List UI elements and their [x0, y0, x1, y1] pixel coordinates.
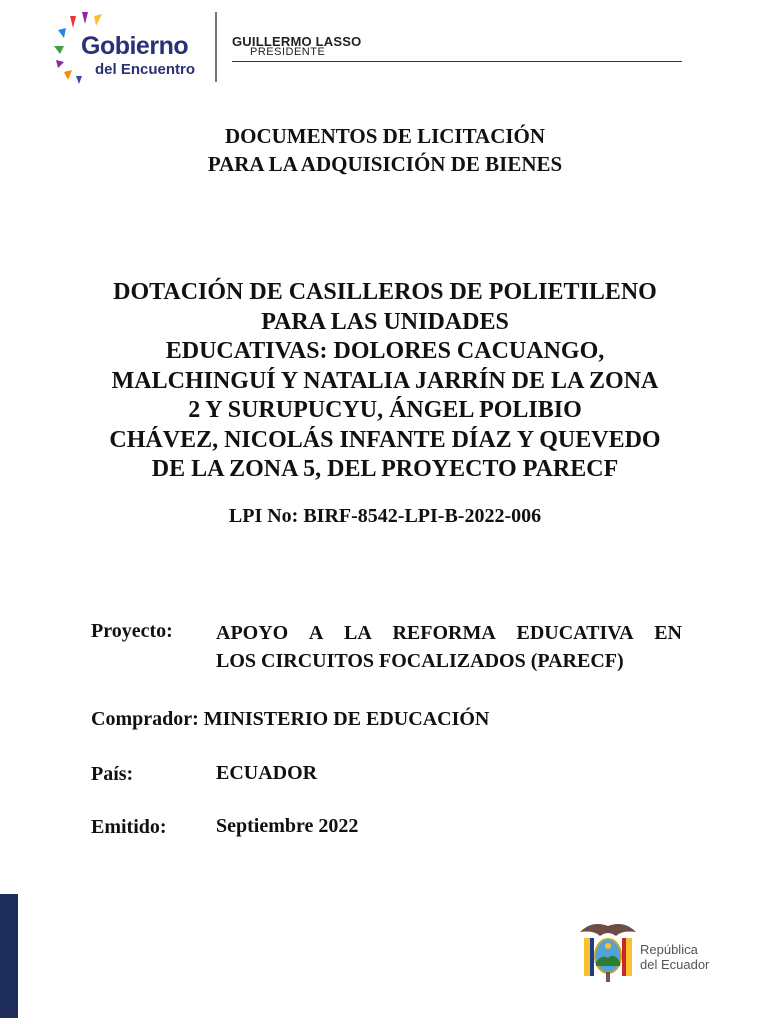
title-line: DE LA ZONA 5, DEL PROYECTO PARECF [151, 456, 619, 482]
coat-of-arms-icon [576, 918, 640, 988]
proyecto-value-line: LOS CIRCUITOS FOCALIZADOS (PARECF) [216, 650, 624, 672]
side-accent-bar [0, 894, 18, 1018]
proyecto-label: Proyecto: [91, 620, 173, 642]
document-title [80, 278, 690, 485]
proyecto-value [216, 619, 682, 675]
republica-del-ecuador-text [640, 942, 709, 972]
title-line: EDUCATIVAS: DOLORES CACUANGO, [165, 338, 605, 364]
proyecto-value-line: APOYO A LA REFORMA EDUCATIVA EN [216, 622, 682, 644]
gobierno-logo [50, 8, 210, 88]
title-line: MALCHINGUÍ Y NATALIA JARRÍN DE LA ZONA [111, 367, 659, 394]
document-type [0, 122, 770, 178]
logo-title: Gobierno [81, 32, 189, 60]
pais-label: País: [91, 763, 134, 785]
pais-value: ECUADOR [216, 762, 318, 784]
document-type-line: DOCUMENTOS DE LICITACIÓN [224, 124, 546, 148]
header-rule [232, 61, 682, 62]
republica-line: del Ecuador [640, 957, 710, 972]
header-divider [215, 12, 217, 82]
title-line: CHÁVEZ, NICOLÁS INFANTE DÍAZ Y QUEVEDO [109, 426, 661, 453]
page-header [0, 0, 770, 100]
emitido-value: Septiembre 2022 [216, 815, 359, 837]
title-line: PARA LAS UNIDADES [261, 308, 509, 335]
lpi-number: LPI No: BIRF-8542-LPI-B-2022-006 [228, 505, 542, 527]
title-line: 2 Y SURUPUCYU, ÁNGEL POLIBIO [188, 397, 582, 423]
logo-subtitle: del Encuentro [95, 61, 196, 78]
emitido-label: Emitido: [91, 816, 167, 838]
president-name: GUILLERMO LASSO [232, 34, 362, 49]
document-type-line: PARA LA ADQUISICIÓN DE BIENES [207, 152, 563, 176]
president-title: PRESIDENTE [250, 46, 326, 58]
title-line: DOTACIÓN DE CASILLEROS DE POLIETILENO [113, 279, 657, 305]
republica-line: República [640, 942, 698, 957]
comprador-field: Comprador: MINISTERIO DE EDUCACIÓN [91, 708, 490, 730]
